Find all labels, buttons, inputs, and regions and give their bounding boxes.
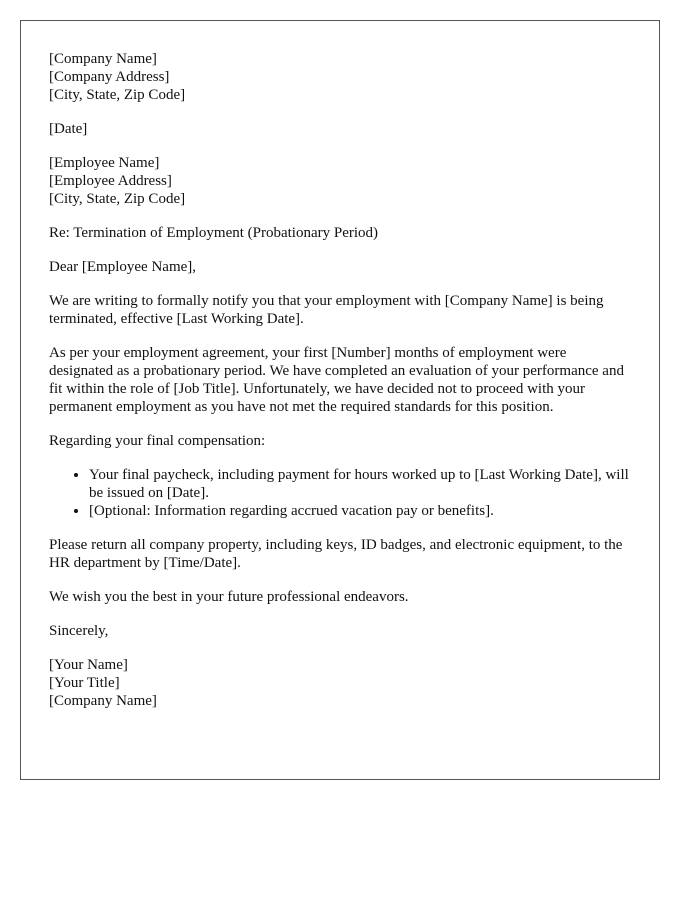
paragraph-return-property: Please return all company property, including keys, ID badges, and electronic equipment, to the HR department by [Time/Date]. — [49, 537, 623, 571]
sender-company-name: [Company Name] — [49, 51, 157, 67]
signer-name: [Your Name] — [49, 657, 128, 673]
compensation-list — [49, 466, 631, 520]
paragraph-probation-details: As per your employment agreement, your first [Number] months of employment were designated as a probationary period. We have completed an evaluation of your performance and fit within the role of [Job Title]. Unfortunately, we have decided not to proceed with your permanent employment as you have not met the required standards for this position. — [49, 345, 624, 415]
recipient-address-block — [49, 154, 631, 208]
list-item-final-paycheck: • Your final paycheck, including payment for hours worked up to [Last Working Date], will be issued on [Date]. — [89, 466, 631, 502]
recipient-city-state-zip: [City, State, Zip Code] — [49, 191, 186, 207]
letter-page — [20, 20, 660, 780]
signer-company: [Company Name] — [49, 693, 157, 709]
closing-phrase: Sincerely, — [49, 623, 109, 639]
salutation: Dear [Employee Name], — [49, 259, 197, 275]
recipient-name: [Employee Name] — [49, 155, 160, 171]
signer-title: [Your Title] — [49, 675, 120, 691]
signature-block — [49, 656, 631, 710]
sender-city-state-zip: [City, State, Zip Code] — [49, 87, 186, 103]
paragraph-best-wishes: We wish you the best in your future professional endeavors. — [49, 589, 409, 605]
sender-address-block — [49, 50, 631, 104]
paragraph-compensation-intro: Regarding your final compensation: — [49, 433, 266, 449]
sender-company-address: [Company Address] — [49, 69, 170, 85]
list-item-vacation-benefits: • [Optional: Information regarding accrued vacation pay or benefits]. — [89, 502, 631, 520]
subject-line: Re: Termination of Employment (Probationary Period) — [49, 225, 379, 241]
paragraph-notification: We are writing to formally notify you that your employment with [Company Name] is being terminated, effective [Last Working Date]. — [49, 293, 604, 327]
letter-date: [Date] — [49, 121, 88, 137]
recipient-address: [Employee Address] — [49, 173, 172, 189]
